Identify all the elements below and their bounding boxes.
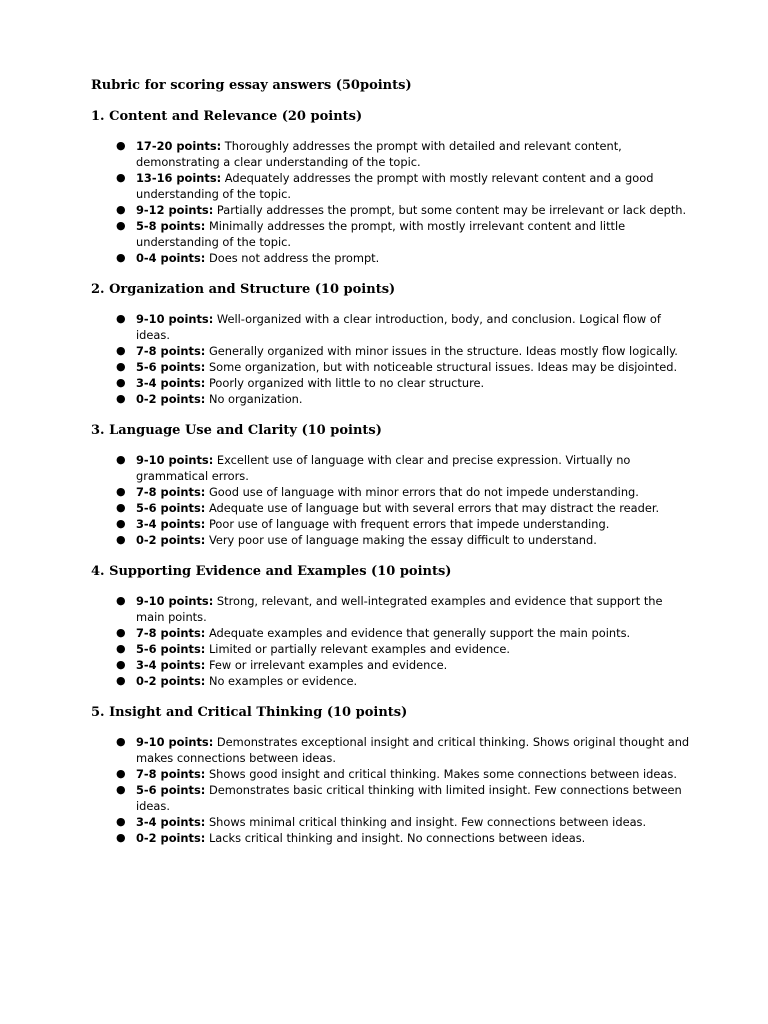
criteria-text: Poorly organized with little to no clear structure. xyxy=(205,376,485,390)
criteria-text: Strong, relevant, and well-integrated examples and evidence that support the main points. xyxy=(136,594,663,624)
bullet-icon: ● xyxy=(116,735,126,748)
bullet-icon: ● xyxy=(116,767,126,780)
section-heading: 5. Insight and Critical Thinking (10 points) xyxy=(91,705,408,720)
criteria-text: Very poor use of language making the essay difficult to understand. xyxy=(205,533,597,547)
list-item xyxy=(116,138,691,170)
list-item xyxy=(116,814,691,830)
criteria-list xyxy=(91,311,691,407)
criteria-text: Does not address the prompt. xyxy=(205,251,380,265)
bullet-icon: ● xyxy=(116,831,126,844)
list-item xyxy=(116,782,691,814)
section-insight-critical-thinking xyxy=(91,704,691,846)
bullet-icon: ● xyxy=(116,203,126,216)
bullet-icon: ● xyxy=(116,517,126,530)
list-item xyxy=(116,516,691,532)
points-label: 9-10 points: xyxy=(136,312,214,326)
section-content-relevance xyxy=(91,108,691,266)
criteria-text: Good use of language with minor errors that do not impede understanding. xyxy=(205,485,639,499)
criteria-text: Adequate use of language but with several errors that may distract the reader. xyxy=(205,501,660,515)
section-heading: 4. Supporting Evidence and Examples (10 points) xyxy=(91,564,452,579)
criteria-text: Partially addresses the prompt, but some content may be irrelevant or lack depth. xyxy=(213,203,687,217)
list-item xyxy=(116,359,691,375)
list-item xyxy=(116,532,691,548)
bullet-icon: ● xyxy=(116,171,126,184)
criteria-text: Shows good insight and critical thinking. Makes some connections between ideas. xyxy=(205,767,677,781)
criteria-text: Adequate examples and evidence that generally support the main points. xyxy=(205,626,631,640)
criteria-text: Demonstrates basic critical thinking with limited insight. Few connections between ideas. xyxy=(136,783,682,813)
list-item xyxy=(116,641,691,657)
list-item xyxy=(116,766,691,782)
bullet-icon: ● xyxy=(116,501,126,514)
bullet-icon: ● xyxy=(116,485,126,498)
points-label: 9-10 points: xyxy=(136,453,214,467)
criteria-text: Limited or partially relevant examples and evidence. xyxy=(205,642,511,656)
points-label: 7-8 points: xyxy=(136,485,206,499)
list-item xyxy=(116,311,691,343)
criteria-text: Thoroughly addresses the prompt with detailed and relevant content, demonstrating a clear understanding of the topic. xyxy=(136,139,622,169)
list-item xyxy=(116,734,691,766)
list-item xyxy=(116,391,691,407)
document-title: Rubric for scoring essay answers (50points) xyxy=(91,78,412,93)
points-label: 5-6 points: xyxy=(136,501,206,515)
criteria-list xyxy=(91,138,691,266)
points-label: 3-4 points: xyxy=(136,376,206,390)
criteria-list xyxy=(91,734,691,846)
list-item xyxy=(116,452,691,484)
points-label: 3-4 points: xyxy=(136,815,206,829)
list-item xyxy=(116,830,691,846)
points-label: 5-6 points: xyxy=(136,360,206,374)
criteria-text: Minimally addresses the prompt, with mostly irrelevant content and little understanding of the topic. xyxy=(136,219,626,249)
section-organization-structure xyxy=(91,281,691,407)
list-item xyxy=(116,218,691,250)
section-supporting-evidence xyxy=(91,563,691,689)
list-item xyxy=(116,500,691,516)
points-label: 7-8 points: xyxy=(136,626,206,640)
list-item xyxy=(116,657,691,673)
bullet-icon: ● xyxy=(116,219,126,232)
bullet-icon: ● xyxy=(116,251,126,264)
criteria-text: No organization. xyxy=(205,392,303,406)
bullet-icon: ● xyxy=(116,674,126,687)
bullet-icon: ● xyxy=(116,626,126,639)
list-item xyxy=(116,343,691,359)
criteria-text: Excellent use of language with clear and precise expression. Virtually no grammatical errors. xyxy=(136,453,631,483)
points-label: 0-2 points: xyxy=(136,533,206,547)
criteria-text: Demonstrates exceptional insight and critical thinking. Shows original thought and makes connections between ideas. xyxy=(136,735,690,765)
bullet-icon: ● xyxy=(116,360,126,373)
list-item xyxy=(116,484,691,500)
section-heading: 1. Content and Relevance (20 points) xyxy=(91,109,363,124)
criteria-list xyxy=(91,452,691,548)
list-item xyxy=(116,593,691,625)
list-item xyxy=(116,673,691,689)
criteria-text: No examples or evidence. xyxy=(205,674,358,688)
list-item xyxy=(116,170,691,202)
points-label: 0-2 points: xyxy=(136,831,206,845)
bullet-icon: ● xyxy=(116,594,126,607)
criteria-text: Adequately addresses the prompt with mostly relevant content and a good understanding of the topic. xyxy=(136,171,654,201)
criteria-text: Lacks critical thinking and insight. No connections between ideas. xyxy=(205,831,586,845)
section-heading: 3. Language Use and Clarity (10 points) xyxy=(91,423,382,438)
criteria-text: Shows minimal critical thinking and insight. Few connections between ideas. xyxy=(205,815,647,829)
criteria-text: Some organization, but with noticeable structural issues. Ideas may be disjointed. xyxy=(205,360,678,374)
list-item xyxy=(116,625,691,641)
bullet-icon: ● xyxy=(116,815,126,828)
points-label: 0-2 points: xyxy=(136,674,206,688)
criteria-text: Few or irrelevant examples and evidence. xyxy=(205,658,448,672)
points-label: 0-2 points: xyxy=(136,392,206,406)
points-label: 17-20 points: xyxy=(136,139,222,153)
bullet-icon: ● xyxy=(116,642,126,655)
points-label: 5-6 points: xyxy=(136,642,206,656)
criteria-text: Poor use of language with frequent errors that impede understanding. xyxy=(205,517,610,531)
points-label: 7-8 points: xyxy=(136,767,206,781)
document-content xyxy=(91,77,691,861)
section-language-clarity xyxy=(91,422,691,548)
bullet-icon: ● xyxy=(116,344,126,357)
bullet-icon: ● xyxy=(116,453,126,466)
list-item xyxy=(116,250,691,266)
points-label: 9-12 points: xyxy=(136,203,214,217)
bullet-icon: ● xyxy=(116,658,126,671)
points-label: 3-4 points: xyxy=(136,517,206,531)
criteria-text: Generally organized with minor issues in the structure. Ideas mostly flow logically. xyxy=(205,344,678,358)
section-heading: 2. Organization and Structure (10 points) xyxy=(91,282,396,297)
bullet-icon: ● xyxy=(116,312,126,325)
bullet-icon: ● xyxy=(116,533,126,546)
points-label: 0-4 points: xyxy=(136,251,206,265)
points-label: 5-6 points: xyxy=(136,783,206,797)
bullet-icon: ● xyxy=(116,139,126,152)
bullet-icon: ● xyxy=(116,392,126,405)
bullet-icon: ● xyxy=(116,376,126,389)
bullet-icon: ● xyxy=(116,783,126,796)
points-label: 7-8 points: xyxy=(136,344,206,358)
points-label: 9-10 points: xyxy=(136,735,214,749)
points-label: 5-8 points: xyxy=(136,219,206,233)
list-item xyxy=(116,375,691,391)
criteria-list xyxy=(91,593,691,689)
points-label: 13-16 points: xyxy=(136,171,222,185)
criteria-text: Well-organized with a clear introduction, body, and conclusion. Logical flow of ideas. xyxy=(136,312,661,342)
points-label: 9-10 points: xyxy=(136,594,214,608)
points-label: 3-4 points: xyxy=(136,658,206,672)
list-item xyxy=(116,202,691,218)
